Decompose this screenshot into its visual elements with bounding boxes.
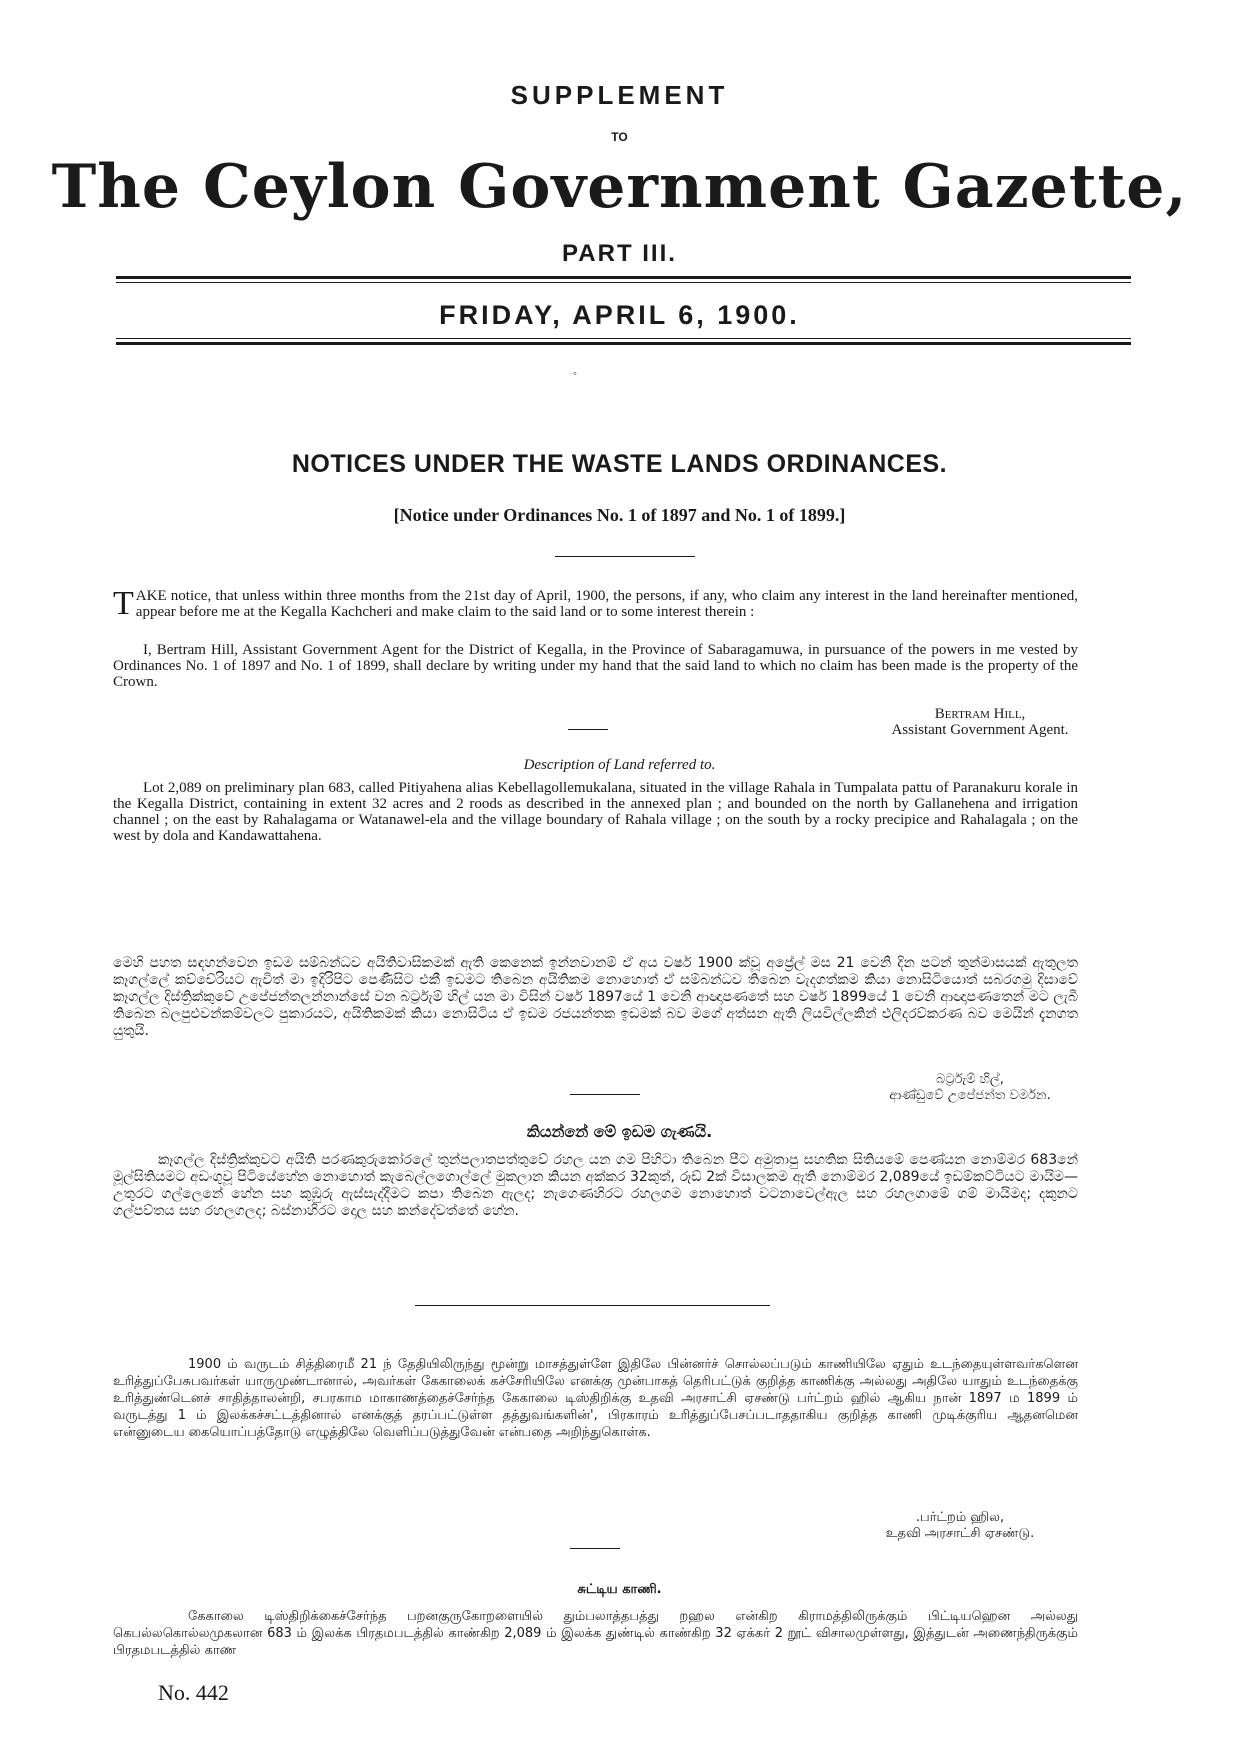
tamil-signature-title: உதவி அரசாட்சி ஏசண்டு. xyxy=(885,1526,1035,1541)
tamil-description-heading: சுட்டிய காணி. xyxy=(577,1582,662,1597)
tamil-signature-name: .பர்ட்றம் ஹில, xyxy=(915,1510,1005,1525)
description-heading: Description of Land referred to. xyxy=(523,757,716,773)
gazette-title: The Ceylon Government Gazette, xyxy=(51,152,1188,222)
divider xyxy=(570,1548,620,1549)
section-subtitle: [Notice under Ordinances No. 1 of 1897 and No. 1 of 1899.] xyxy=(393,505,846,525)
signature-title: Assistant Government Agent. xyxy=(891,722,1069,738)
top-rule-thick xyxy=(116,276,1131,279)
english-notice-text-2: I, Bertram Hill, Assistant Government Agent for the District of Kegalla, in the Province of Sabaragamuwa, in pursuance of the powers in me vested by Ordinances No. 1 of 1897 and No. 1 of 1899, shall declare by writing under my hand that the said land to which no claim has been made is the property of the Crown. xyxy=(113,642,1078,690)
sinhala-signature-name: බර්ට්‍රැම් හිල්, xyxy=(936,1072,1004,1087)
land-description-text: Lot 2,089 on preliminary plan 683, called Pitiyahena alias Kebellagollemukalana, situated in the village Rahala in Tumpalata pattu of Paranakuru korale in the Kegalla District, containing in extent 32 acres and 2 roods as described in the annexed plan ; and bounded on the north by Gallanehena and irrigation channel ; on the east by Rahalagama or Watanawel-ela and the village boundary of Rahala village ; on the south by a rocky precipice and Rahalagala ; on the west by dola and Kandawattahena. xyxy=(113,780,1078,844)
divider xyxy=(555,556,695,557)
tamil-land-description-text: கேகாலை டிஸ்திறிக்கைச்சேர்ந்த பறனகுருகோறளையில் தும்பலாத்தபத்து றஹல என்கிற கிராமத்திலிருக்கும் பிட்டியஹென அல்லது கெபல்லகொல்லமுகலான 683 ம் இலக்க பிரதமபடத்தில் காண்கிற 2,089 ம் இலக்க துண்டில் காண்கிற 32 ஏக்கர் 2 றூட் விசாலமுள்ளது, இத்துடன் அணைந்திருக்கும் பிரதமபடத்தில் காண xyxy=(113,1609,1078,1658)
sinhala-notice-paragraph xyxy=(113,955,1078,1040)
supplement-heading: SUPPLEMENT xyxy=(510,80,729,110)
sinhala-signature xyxy=(830,1072,1110,1104)
part-label: PART III. xyxy=(562,240,677,267)
divider xyxy=(570,1094,640,1095)
tamil-signature xyxy=(830,1510,1090,1542)
sinhala-land-description xyxy=(113,1152,1078,1220)
tamil-notice-text: 1900 ம் வருடம் சித்திரைமீ 21 ந் தேதியிலிருந்து மூன்று மாசத்துள்ளே இதிலே பின்னர்ச் சொல்லப்படும் காணியிலே ஏதும் உடந்தையுள்ளவர்களென உரித்துப்பேசுபவர்கள் யாருமுண்டானால், அவர்கள் கேகாலைக் கச்சேரியிலே எனக்கு முன்பாகத் தெரிபட்டுக் குறித்த காணிக்கு அல்லது அதிலே யாதும் உடந்தைக்கு உரித்துண்டெனச் சாதித்தாலன்றி, சபரகாம மாகாணத்தைச்சேர்ந்த கேகாலை டிஸ்திறிக்கு உதவி அரசாட்சி ஏசண்டு பர்ட்றம் ஹில் ஆகிய நான் 1897 ம 1899 ம் வருடத்து 1 ம் இலக்கச்சட்டத்தினால் எனக்குத் தரப்பட்டுள்ள தத்துவங்களின்', பிரகாரம் உரித்துப்பேசப்படாததாகிய குறித்த காணி முடிக்குரிய ஆதனமென என்னுடைய கையொப்பத்தோடு எழுத்திலே வெளிப்படுத்துவேன் என்பதை அறிந்துகொள்க. xyxy=(113,1357,1078,1440)
sinhala-signature-title: ආණ්ඩුවේ උපේජන්ත වර්මන. xyxy=(889,1088,1051,1103)
english-notice-paragraph-1 xyxy=(113,585,1078,622)
to-label: TO xyxy=(611,130,628,144)
gazette-number: No. 442 xyxy=(158,1680,229,1705)
english-notice-paragraph-2 xyxy=(113,642,1078,690)
printer-mark: ◦ xyxy=(573,368,577,380)
bottom-rule-thick xyxy=(116,342,1131,345)
tamil-land-description xyxy=(113,1608,1078,1659)
signature-name: Bertram Hill, xyxy=(934,706,1026,722)
bottom-rule-thin xyxy=(116,338,1131,339)
english-signature xyxy=(850,706,1110,738)
drop-cap: T xyxy=(113,585,134,622)
sinhala-notice-text: මෙහි පහත සඳහන්වෙන ඉඩම සම්බන්ධව අයිතිවාසිකමක් ඇති කෙනෙක් ඉන්නවානම් ඒ අය වර්ෂ 1900 ක්වූ අප්‍රේල් මස 21 වෙනි දින පටන් තුන්මාසයක් ඇතුලත කෑගල්ලේ කච්චේරියට ඇවිත් මා ඉදිරිපිට පෙණීසිට එකී ඉඩමට තිබෙන අයිතිකම නොහොත් ඒ සම්බන්ධව තිබෙන වැදගත්කම කියා නොසිටියොත් සබරගමු දිසාවේ කෑගල්ල දිස්ත්‍රික්කුවේ උපේජන්තලන්නාන්සේ වන බර්ට්‍රැම් හිල් යන මා විසින් වර්ෂ 1897යේ 1 වෙනි ආඥාපණතේ සහ වර්ෂ 1899යේ 1 වෙනි ආඥාපණතෙන් මට ලැබී තිබෙන බලපුළුවන්කම්වලට පුකාරයට, අයිතිකමක් කියා නොසිටිය ඒ ඉඩම රජයන්තක ඉඩමක් බව මගේ අත්සන ඇති ලියවිල්ලකින් එලිදරව්කරණ බව මෙයින් දැනගත යුතුයි. xyxy=(113,955,1078,1039)
tamil-notice-paragraph xyxy=(113,1356,1078,1441)
divider xyxy=(568,729,608,730)
section-title: NOTICES UNDER THE WASTE LANDS ORDINANCES. xyxy=(291,450,948,478)
english-notice-text-1: AKE notice, that unless within three months from the 21st day of April, 1900, the persons, if any, who claim any interest in the land hereinafter mentioned, appear before me at the Kegalla Kachcheri and make claim to the said land or to some interest therein : xyxy=(135,588,1078,620)
land-description xyxy=(113,780,1078,844)
sinhala-description-heading: කියන්නේ මේ ඉඩම ගැණයි. xyxy=(526,1122,713,1141)
issue-date: FRIDAY, APRIL 6, 1900. xyxy=(439,300,800,330)
sinhala-land-description-text: කෑගල්ල දිස්ත්‍රික්කුවට අයිති පරණකුරුකෝරලේ තුන්පලාතපත්තුවේ රහල යන ගම පිහිටා තිබෙන පීට අමුතාපු සහතික සිතියමේ පෙණ්යන නොම්මර 683නේ මූල්සිතියමට අඩංගුවූ පිටියේහේන නොහොත් කැබෙල්ලගොල්ලේ මුකලාන කියන අක්කර 32කුත්, රූඩ් 2ක් විසාලකම ඇති නොම්මර 2,089යේ ඉඩම්කට්ටියට මායිම—උතුරට ගල්ලෙනේ හේන සහ කුඹුරු ඇස්සැද්දීමට කපා තිබෙන ඇලද; නැගෙණහිරට රහලගම නොහොත් වටනාවෙල්ඇල සහ රහලගාමේ ගම් මායිමද; දකුනට ගල්පව්තය සහ රහලගලද; බස්නාහිරට දොල සහ කන්දේවත්තේ හේන. xyxy=(113,1152,1078,1219)
divider xyxy=(415,1305,770,1306)
top-rule-thin xyxy=(116,282,1131,283)
